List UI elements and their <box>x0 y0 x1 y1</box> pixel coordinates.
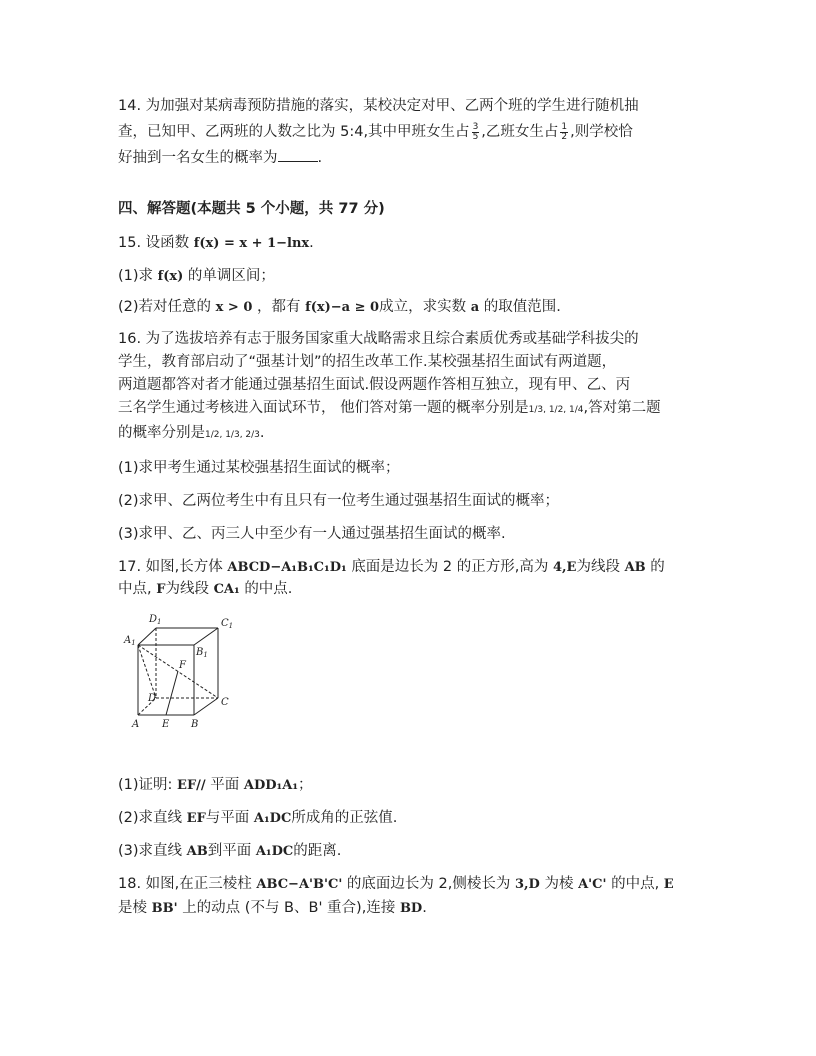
cuboid-figure <box>118 610 248 735</box>
q15-part-2: (2)若对任意的 x > 0 ，都有 f(x)−a ≥ 0成立，求实数 a 的取值范围. <box>118 299 561 315</box>
label-c1: $C_1$ <box>221 618 234 630</box>
edge-a1d1 <box>138 628 156 645</box>
label-b: B <box>191 719 199 730</box>
q17-part-3: (3)求直线 AB到平面 A₁DC的距离. <box>118 843 342 859</box>
q16-part-3: (3)求甲、乙、丙三人中至少有一人通过强基招生面试的概率. <box>118 526 506 542</box>
fraction-1-2: $\frac{1}{2}$ <box>561 121 568 142</box>
label-e: E <box>162 719 170 730</box>
q16-line-1: 16. 为了选拔培养有志于服务国家重大战略需求且综合素质优秀或基础学科拔尖的 <box>118 331 639 347</box>
label-f: F <box>179 660 186 671</box>
q15-stem: 15. 设函数 f(x) = x + 1−lnx. <box>118 235 314 251</box>
q16-probabilities-2: 1/2, 1/3, 2/3 <box>205 430 260 440</box>
label-d1: $D_1$ <box>149 614 162 626</box>
segment-a1d <box>138 645 156 698</box>
edge-b1c1 <box>194 628 218 645</box>
q14-line-3: 好抽到一名女生的概率为 . <box>118 147 322 168</box>
section-header: 四、解答题(本题共 5 个小题，共 77 分) <box>118 201 385 217</box>
q17-part-2: (2)求直线 EF与平面 A₁DC所成角的正弦值. <box>118 810 398 826</box>
q17-line-2: 中点, F为线段 CA₁ 的中点. <box>118 581 293 597</box>
label-a: A <box>132 719 140 730</box>
segment-ef <box>166 671 178 715</box>
q16-probabilities-1: 1/3, 1/2, 1/4 <box>528 405 584 415</box>
q14-line-2: 查，已知甲、乙两班的人数之比为 5:4,其中甲班女生占 $\frac{3}{5}$ ,乙班女生占 $\frac{1}{2}$ ,则学校恰 <box>118 121 633 142</box>
q17-line-1: 17. 如图,长方体 ABCD−A₁B₁C₁D₁ 底面是边长为 2 的正方形,高为 4,E为线段 AB 的 <box>118 559 665 575</box>
q15-part-1: (1)求 f(x) 的单调区间； <box>118 268 275 284</box>
q18-line-1: 18. 如图,在正三棱柱 ABC−A'B'C' 的底面边长为 2,侧棱长为 3,D 为棱 A'C' 的中点, E <box>118 876 674 892</box>
q16-part-2: (2)求甲、乙两位考生中有且只有一位考生通过强基招生面试的概率； <box>118 493 560 509</box>
q16-line-4: 三名学生通过考核进入面试环节， 他们答对第一题的概率分别是1/3, 1/2, 1/4,答对第二题 <box>118 400 661 416</box>
q14-line-1: 14. 为加强对某病毒预防措施的落实，某校决定对甲、乙两个班的学生进行随机抽 <box>118 98 639 114</box>
answer-blank <box>278 147 318 162</box>
q17-part-1: (1)证明: EF// 平面 ADD₁A₁； <box>118 777 313 793</box>
q16-part-1: (1)求甲考生通过某校强基招生面试的概率； <box>118 460 400 476</box>
edge-bc <box>194 698 218 715</box>
label-d: D <box>148 693 157 704</box>
label-b1: $B_1$ <box>196 647 208 659</box>
q16-line-3: 两道题都答对者才能通过强基招生面试.假设两题作答相互独立，现有甲、乙、丙 <box>118 377 631 393</box>
q16-line-2: 学生，教育部启动了“强基计划”的招生改革工作.某校强基招生面试有两道题， <box>118 354 617 370</box>
fraction-3-5: $\frac{3}{5}$ <box>472 121 479 142</box>
label-a1: $A_1$ <box>124 635 136 647</box>
q16-line-5: 的概率分别是1/2, 1/3, 2/3. <box>118 425 265 441</box>
label-c: C <box>221 697 229 708</box>
q18-line-2: 是棱 BB' 上的动点 (不与 B、B' 重合),连接 BD. <box>118 900 427 916</box>
